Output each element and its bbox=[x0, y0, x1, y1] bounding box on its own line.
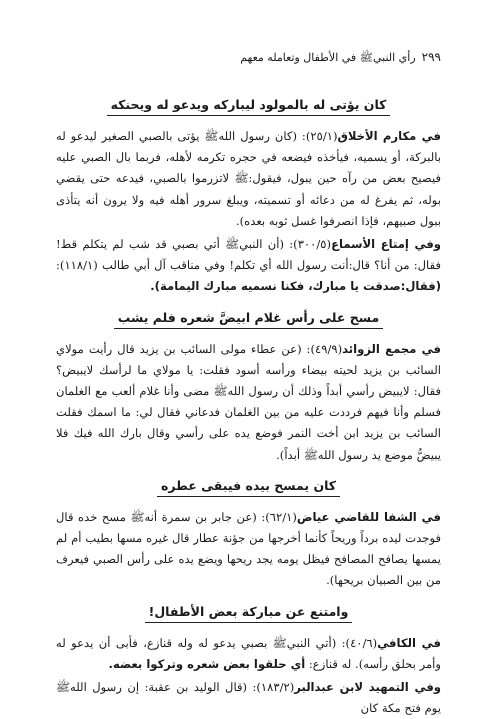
paragraph bbox=[56, 633, 441, 675]
section-refused-blessing bbox=[56, 604, 441, 719]
paragraph-text: (٣٠٠/٥): (أن النبيﷺ أتي بصبي قد شب لم يتكلم قط! فقال: من أنا؟ قال:أنت رسول الله أي تكلم! وفي مناقب آل أبي طالب (١١٨/١): bbox=[56, 237, 441, 273]
paragraph-text: (٦٢/١): (عن جابر بن سمرة أنهﷺ مسح خده قال فوجدت ليده برداً وريحاً كأنما أخرجها من جؤنة عطار قال غيره مسها بطيب أم لم يمسها يصافح المصافح فيظل يومه يجد ريحها ويضع يده على رأس الصبي فيعرف من بين الصبيان بريحها). bbox=[56, 509, 441, 588]
source-name: في مجمع الزوائد bbox=[342, 341, 442, 356]
running-header bbox=[56, 50, 441, 65]
paragraph-text: (١٨٣/٢): (قال الوليد بن عقبة: إن رسول اللهﷺ يوم فتح مكة كان bbox=[56, 680, 441, 716]
source-name: في الشفا للقاضي عياض bbox=[296, 509, 441, 524]
section-blessing-newborn bbox=[56, 97, 441, 298]
section-white-hair bbox=[56, 310, 441, 466]
page-number: ٢٩٩ bbox=[421, 50, 441, 64]
section-heading: كان يمسح بيده فيبقى عطره bbox=[157, 478, 340, 497]
source-name: في مكارم الأخلاق bbox=[337, 129, 441, 143]
paragraph-text: (٢٥/١): (كان رسول اللهﷺ يؤتى بالصبي الصغير ليدعو له بالبركة، أو يسميه، فيأخذه فيضعه في حجره تكرمه لأهله، فربما بال الصبي عليه فيصيح بعض من رآه حين يبول، فيقول:ﷺ لاتزرموا بالصبي، فيدعه حتى يقضي بوله، ثم يفرغ له من دعائه أو تسميته، ويبلغ سرور أهله فيه ولا يرون أنه يتأذى ببول صبيهم، فإذا انصرفوا غسل ثوبه بعده). bbox=[56, 129, 441, 228]
bold-quote: أي حلقوا بعض شعره وتركوا بعضه. bbox=[108, 656, 306, 671]
paragraph-text: (٤٩/٩): (عن عطاء مولى السائب بن يزيد قال رأيت مولاي السائب بن يزيد لحيته بيضاء ورأسه أسود فقلت: يا مولاي ما لرأسك لايبيض؟ فقال: لايبيض رأسي أبداً وذلك أن رسول اللهﷺ مضى وأنا غلام ألعب مع الغلمان فسلم وأنا فيهم فرددت عليه من بين الغلمان فدعاني فقال لي: ما اسمك فقلت السائب بن يزيد ابن أخت النمر فوضع يده على رأسي وقال بارك الله فيك فلا يبيضُّ موضع يد رسول اللهﷺ أبداً). bbox=[56, 341, 441, 462]
section-heading: وامتنع عن مباركة بعض الأطفال! bbox=[145, 604, 353, 623]
bold-quote: (فقال:صدقت يا مبارك، فكنا نسميه مبارك اليمامة). bbox=[150, 279, 441, 294]
section-heading: مسح على رأس غلام ابيضَّ شعره فلم يشب bbox=[114, 310, 384, 329]
source-name: في الكافي bbox=[377, 635, 441, 650]
paragraph bbox=[56, 126, 441, 232]
source-name: وفي إمتاع الأسماع bbox=[331, 237, 441, 252]
paragraph-text: (٤٠/٦): (أتي النبيﷺ بصبي يدعو له وله قنازع، فأبى أن يدعو له وأمر بحلق رأسه). له قنازع: bbox=[56, 635, 441, 671]
section-heading: كان يؤتى له بالمولود ليباركه ويدعو له ويحنكه bbox=[107, 97, 391, 116]
section-fragrance bbox=[56, 478, 441, 592]
running-title: رأي النبيﷺ في الأطفال وتعامله معهم bbox=[240, 51, 416, 64]
paragraph bbox=[56, 677, 441, 719]
paragraph bbox=[56, 507, 441, 592]
source-name: وفي التمهيد لابن عبدالبر bbox=[294, 680, 442, 695]
paragraph bbox=[56, 234, 441, 298]
paragraph bbox=[56, 339, 441, 466]
